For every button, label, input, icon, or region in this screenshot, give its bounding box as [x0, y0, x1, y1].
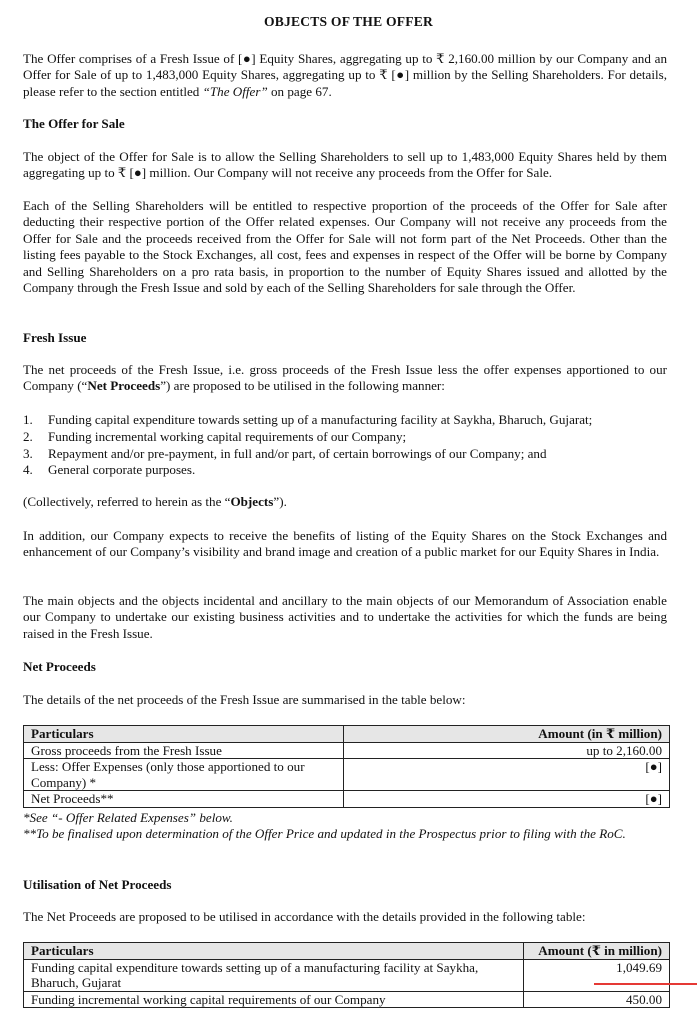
- objects-term: Objects: [230, 494, 274, 509]
- fresh-issue-heading: Fresh Issue: [23, 330, 87, 345]
- collective-text-b: ”).: [273, 494, 287, 509]
- table-footnotes: [23, 810, 667, 843]
- row-amount: [●]: [344, 759, 670, 791]
- intro-text: The Offer comprises of a Fresh Issue of [●] Equity Shares, aggregating up to ₹ 2,160.00 million by our Company and an Offer for Sale of up to 1,483,000 Equity Shares, aggregating up to ₹ [●] million by the Selling Shareholders. For details, please refer to the section entitled: [23, 51, 667, 99]
- list-item: [23, 462, 667, 479]
- list-item-text: General corporate purposes.: [48, 462, 196, 478]
- intro-end: on page 67.: [267, 83, 332, 99]
- list-item: [23, 429, 667, 446]
- list-item-text: Repayment and/or pre-payment, in full and/or part, of certain borrowings of our Company; and: [48, 445, 547, 461]
- column-header-particulars: Particulars: [24, 726, 344, 743]
- ofs-paragraph-2: Each of the Selling Shareholders will be entitled to respective proportion of the proceeds of the Offer for Sale after deducting their respective portion of the Offer related expenses. Our Company will not receive any proceeds from the Offer for Sale and the proceeds received from the Offer for Sale will not form part of the Net Proceeds. Other than the listing fees payable to the Stock Exchanges, all cost, fees and expenses in respect of the Offer will be borne by Company and Selling Shareholders on a pro rata basis, in proportion to the number of Equity Shares issued and allotted by the Company through the Fresh Issue and sold by each of the Selling Shareholders for sale through the Offer.: [23, 198, 667, 296]
- list-item-number: 2.: [23, 428, 33, 444]
- table-row: [24, 791, 670, 808]
- row-particular: Less: Offer Expenses (only those apportioned to our Company) *: [24, 759, 344, 791]
- table-header-row: [24, 943, 670, 960]
- page-title: OBJECTS OF THE OFFER: [263, 14, 434, 29]
- list-item-text: Funding incremental working capital requirements of our Company;: [48, 428, 407, 444]
- footnote-1: *See “- Offer Related Expenses” below.: [23, 810, 233, 825]
- ofs-heading: The Offer for Sale: [23, 116, 125, 131]
- fresh-issue-paragraph: [23, 362, 667, 395]
- utilisation-intro: The Net Proceeds are proposed to be utilised in accordance with the details provided in the following table:: [23, 909, 586, 924]
- intro-reference: “The Offer”: [202, 83, 268, 99]
- table-row: [24, 759, 670, 791]
- collective-paragraph: [23, 494, 667, 510]
- list-item: [23, 446, 667, 463]
- list-item-number: 1.: [23, 412, 33, 427]
- list-item: [23, 412, 667, 429]
- fresh-text-b: ”) are proposed to be utilised in the following manner:: [160, 378, 445, 394]
- row-particular: Funding incremental working capital requirements of our Company: [24, 991, 524, 1008]
- column-header-particulars: Particulars: [24, 943, 524, 960]
- list-item-number: 4.: [23, 462, 33, 478]
- utilisation-heading: Utilisation of Net Proceeds: [23, 877, 172, 892]
- net-proceeds-term: Net Proceeds: [87, 378, 161, 394]
- list-item-text: Funding capital expenditure towards setting up of a manufacturing facility at Saykha, Bharuch, Gujarat;: [48, 412, 593, 427]
- moa-paragraph: The main objects and the objects incidental and ancillary to the main objects of our Memorandum of Association enable our Company to undertake our existing business activities and to undertake the activities for which the funds are being raised in the Fresh Issue.: [23, 593, 667, 641]
- row-amount: 1,049.69: [524, 959, 670, 991]
- footnote-2: **To be finalised upon determination of the Offer Price and updated in the Prospectus prior to filing with the RoC.: [23, 826, 626, 842]
- row-amount: 450.00: [524, 991, 670, 1008]
- fresh-text-a: The net proceeds of the Fresh Issue, i.e. gross proceeds of the Fresh Issue less the offer expenses apportioned to our Company (“: [23, 362, 667, 394]
- utilisation-table: [23, 942, 670, 1008]
- ofs-paragraph-1: The object of the Offer for Sale is to allow the Selling Shareholders to sell up to 1,483,000 Equity Shares held by them aggregating up to ₹ [●] million. Our Company will not receive any proceeds from the Offer for Sale.: [23, 149, 667, 181]
- table-row: [24, 991, 670, 1008]
- column-header-amount: Amount (in ₹ million): [344, 726, 670, 743]
- intro-paragraph: [23, 51, 667, 100]
- table-header-row: [24, 726, 670, 743]
- net-proceeds-intro: The details of the net proceeds of the Fresh Issue are summarised in the table below:: [23, 692, 466, 707]
- row-particular: Gross proceeds from the Fresh Issue: [24, 742, 344, 759]
- table-row: [24, 742, 670, 759]
- row-amount: up to 2,160.00: [344, 742, 670, 759]
- list-item-number: 3.: [23, 445, 33, 461]
- net-proceeds-table: [23, 725, 670, 808]
- listing-benefits-paragraph: In addition, our Company expects to receive the benefits of listing of the Equity Shares on the Stock Exchanges and enhancement of our Company’s visibility and brand image and creation of a public market for our Equity Shares in India.: [23, 528, 667, 560]
- objects-list: [23, 412, 667, 479]
- red-underline-mark: [594, 983, 697, 985]
- table-row: [24, 959, 670, 991]
- collective-text-a: (Collectively, referred to herein as the “: [23, 494, 231, 509]
- row-amount: [●]: [344, 791, 670, 808]
- row-particular: Net Proceeds**: [24, 791, 344, 808]
- column-header-amount: Amount (₹ in million): [524, 943, 670, 960]
- net-proceeds-heading: Net Proceeds: [23, 659, 96, 674]
- row-particular: Funding capital expenditure towards setting up of a manufacturing facility at Saykha, Bharuch, Gujarat: [24, 959, 524, 991]
